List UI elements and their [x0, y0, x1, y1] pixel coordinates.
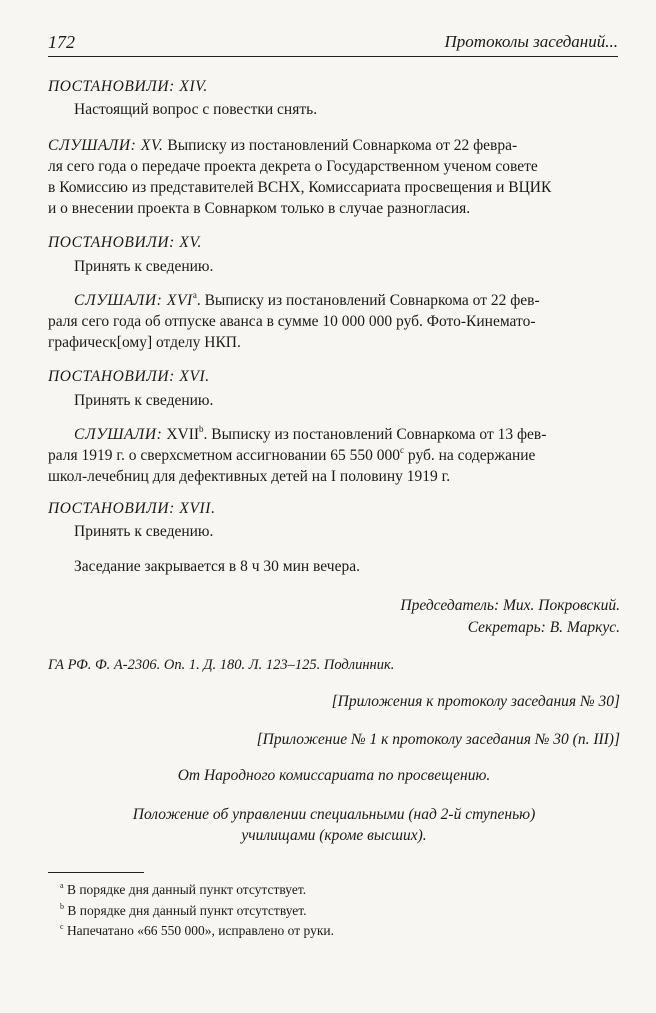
- page-header: [48, 30, 618, 57]
- resolution-label-xvi: ПОСТАНОВИЛИ: XVI.: [48, 368, 210, 385]
- page-number: 172: [48, 32, 75, 52]
- running-title: Протоколы заседаний...: [444, 32, 618, 51]
- resolution-text-xiv: Настоящий вопрос с повестки снять.: [74, 101, 318, 118]
- footnote-rule: [48, 872, 144, 873]
- document-title: Положение об управлении специальными (над 2-й ступенью) училищами (кроме высших).: [132, 806, 536, 844]
- chairman-signature: Председатель: Мих. Покровский.: [400, 597, 620, 614]
- footnote-a: $^a$ В порядке дня данный пункт отсутствует.: [60, 880, 307, 897]
- footnote-b: $^b$ В порядке дня данный пункт отсутствует.: [60, 901, 307, 918]
- heard-paragraph-xvi: СЛУШАЛИ: XVI$^a$. Выписку из постановлений Совнаркома от 22 фев- раля сего года об отпуске аванса в сумме 10 000 000 руб. Фото-Кинемато- графическ[ому] отделу НКП.: [48, 289, 540, 351]
- appendix-1-heading: [Приложение № 1 к протоколу заседания № 30 (п. III)]: [256, 731, 620, 748]
- secretary-signature: Секретарь: В. Маркус.: [467, 619, 620, 636]
- resolution-text-xvi: Принять к сведению.: [74, 392, 214, 409]
- heard-paragraph-xv: СЛУШАЛИ: XV. Выписку из постановлений Совнаркома от 22 февра- ля сего года о передаче проекта декрета о Государственном ученом совете в Комиссию из представителей ВСНХ, Комиссариата просвещения и ВЦИК и о внесении проекта в Совнарком только в случае разногласия.: [48, 137, 552, 217]
- resolution-label-xiv: ПОСТАНОВИЛИ: XIV.: [48, 78, 208, 95]
- resolution-label-xv: ПОСТАНОВИЛИ: XV.: [48, 234, 203, 251]
- issuer-line: От Народного комиссариата по просвещению.: [177, 767, 491, 784]
- resolution-label-xvii: ПОСТАНОВИЛИ: XVII.: [48, 500, 216, 517]
- appendices-heading: [Приложения к протоколу заседания № 30]: [331, 693, 620, 710]
- archive-reference: ГА РФ. Ф. А-2306. Оп. 1. Д. 180. Л. 123–125. Подлинник.: [48, 657, 395, 673]
- closing-line: Заседание закрывается в 8 ч 30 мин вечера.: [74, 558, 360, 575]
- resolution-text-xv: Принять к сведению.: [74, 258, 214, 275]
- resolution-text-xvii: Принять к сведению.: [74, 523, 214, 540]
- footnote-c: $^c$ Напечатано «66 550 000», исправлено от руки.: [60, 921, 335, 938]
- heard-paragraph-xvii: СЛУШАЛИ: XVII$^b$. Выписку из постановлений Совнаркома от 13 фев- раля 1919 г. о сверхсметном ассигновании 65 550 000$^c$ руб. на содержание школ-лечебниц для дефективных детей на I половину 1919 г.: [48, 423, 547, 485]
